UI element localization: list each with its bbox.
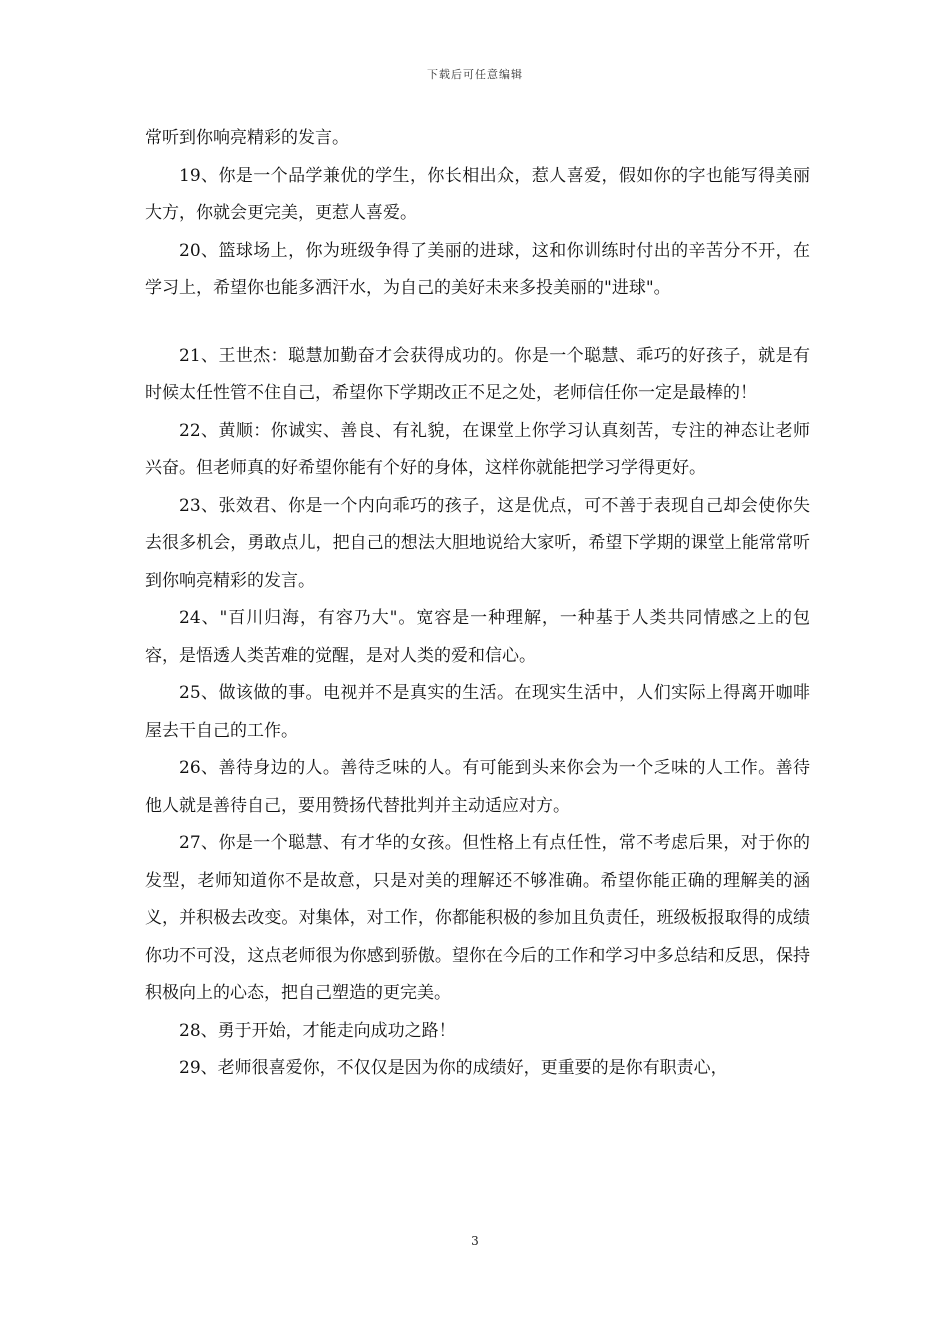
paragraph-21: 21、王世杰：聪慧加勤奋才会获得成功的。你是一个聪慧、乖巧的好孩子，就是有时候太任性管不住自己，希望你下学期改正不足之处，老师信任你一定是最棒的！ xyxy=(145,345,810,403)
paragraph-27: 27、你是一个聪慧、有才华的女孩。但性格上有点任性，常不考虑后果，对于你的发型，老师知道你不是故意，只是对美的理解还不够准确。希望你能正确的理解美的涵义，并积极去改变。对集体，对工作，你都能积极的参加且负责任，班级板报取得的成绩你功不可没，这点老师很为你感到骄傲。望你在今后的工作和学习中多总结和反思，保持积极向上的心态，把自己塑造的更完美。 xyxy=(145,833,810,1003)
page-number: 3 xyxy=(471,1234,479,1248)
paragraph-gap xyxy=(145,308,810,338)
document-body xyxy=(145,120,810,1088)
paragraph-continuation: 常听到你响亮精彩的发言。 xyxy=(145,128,349,148)
paragraph-24: 24、"百川归海，有容乃大"。宽容是一种理解，一种基于人类共同情感之上的包容，是悟透人类苦难的觉醒，是对人类的爱和信心。 xyxy=(145,608,810,666)
paragraph-22: 22、黄顺：你诚实、善良、有礼貌，在课堂上你学习认真刻苦，专注的神态让老师兴奋。但老师真的好希望你能有个好的身体，这样你就能把学习学得更好。 xyxy=(145,420,810,478)
paragraph-26: 26、善待身边的人。善待乏味的人。有可能到头来你会为一个乏味的人工作。善待他人就是善待自己，要用赞扬代替批判并主动适应对方。 xyxy=(145,758,810,816)
paragraph-25: 25、做该做的事。电视并不是真实的生活。在现实生活中，人们实际上得离开咖啡屋去干自己的工作。 xyxy=(145,683,810,741)
page-header: 下载后可任意编辑 xyxy=(427,68,523,81)
paragraph-23: 23、张效君、你是一个内向乖巧的孩子，这是优点，可不善于表现自己却会使你失去很多机会，勇敢点儿，把自己的想法大胆地说给大家听，希望下学期的课堂上能常常听到你响亮精彩的发言。 xyxy=(145,495,810,591)
paragraph-20: 20、篮球场上，你为班级争得了美丽的进球，这和你训练时付出的辛苦分不开，在学习上，希望你也能多洒汗水，为自己的美好未来多投美丽的"进球"。 xyxy=(145,240,810,298)
paragraph-19: 19、你是一个品学兼优的学生，你长相出众，惹人喜爱，假如你的字也能写得美丽大方，你就会更完美，更惹人喜爱。 xyxy=(145,165,810,223)
paragraph-29: 29、老师很喜爱你，不仅仅是因为你的成绩好，更重要的是你有职责心， xyxy=(179,1058,728,1078)
paragraph-28: 28、勇于开始，才能走向成功之路！ xyxy=(179,1020,456,1041)
